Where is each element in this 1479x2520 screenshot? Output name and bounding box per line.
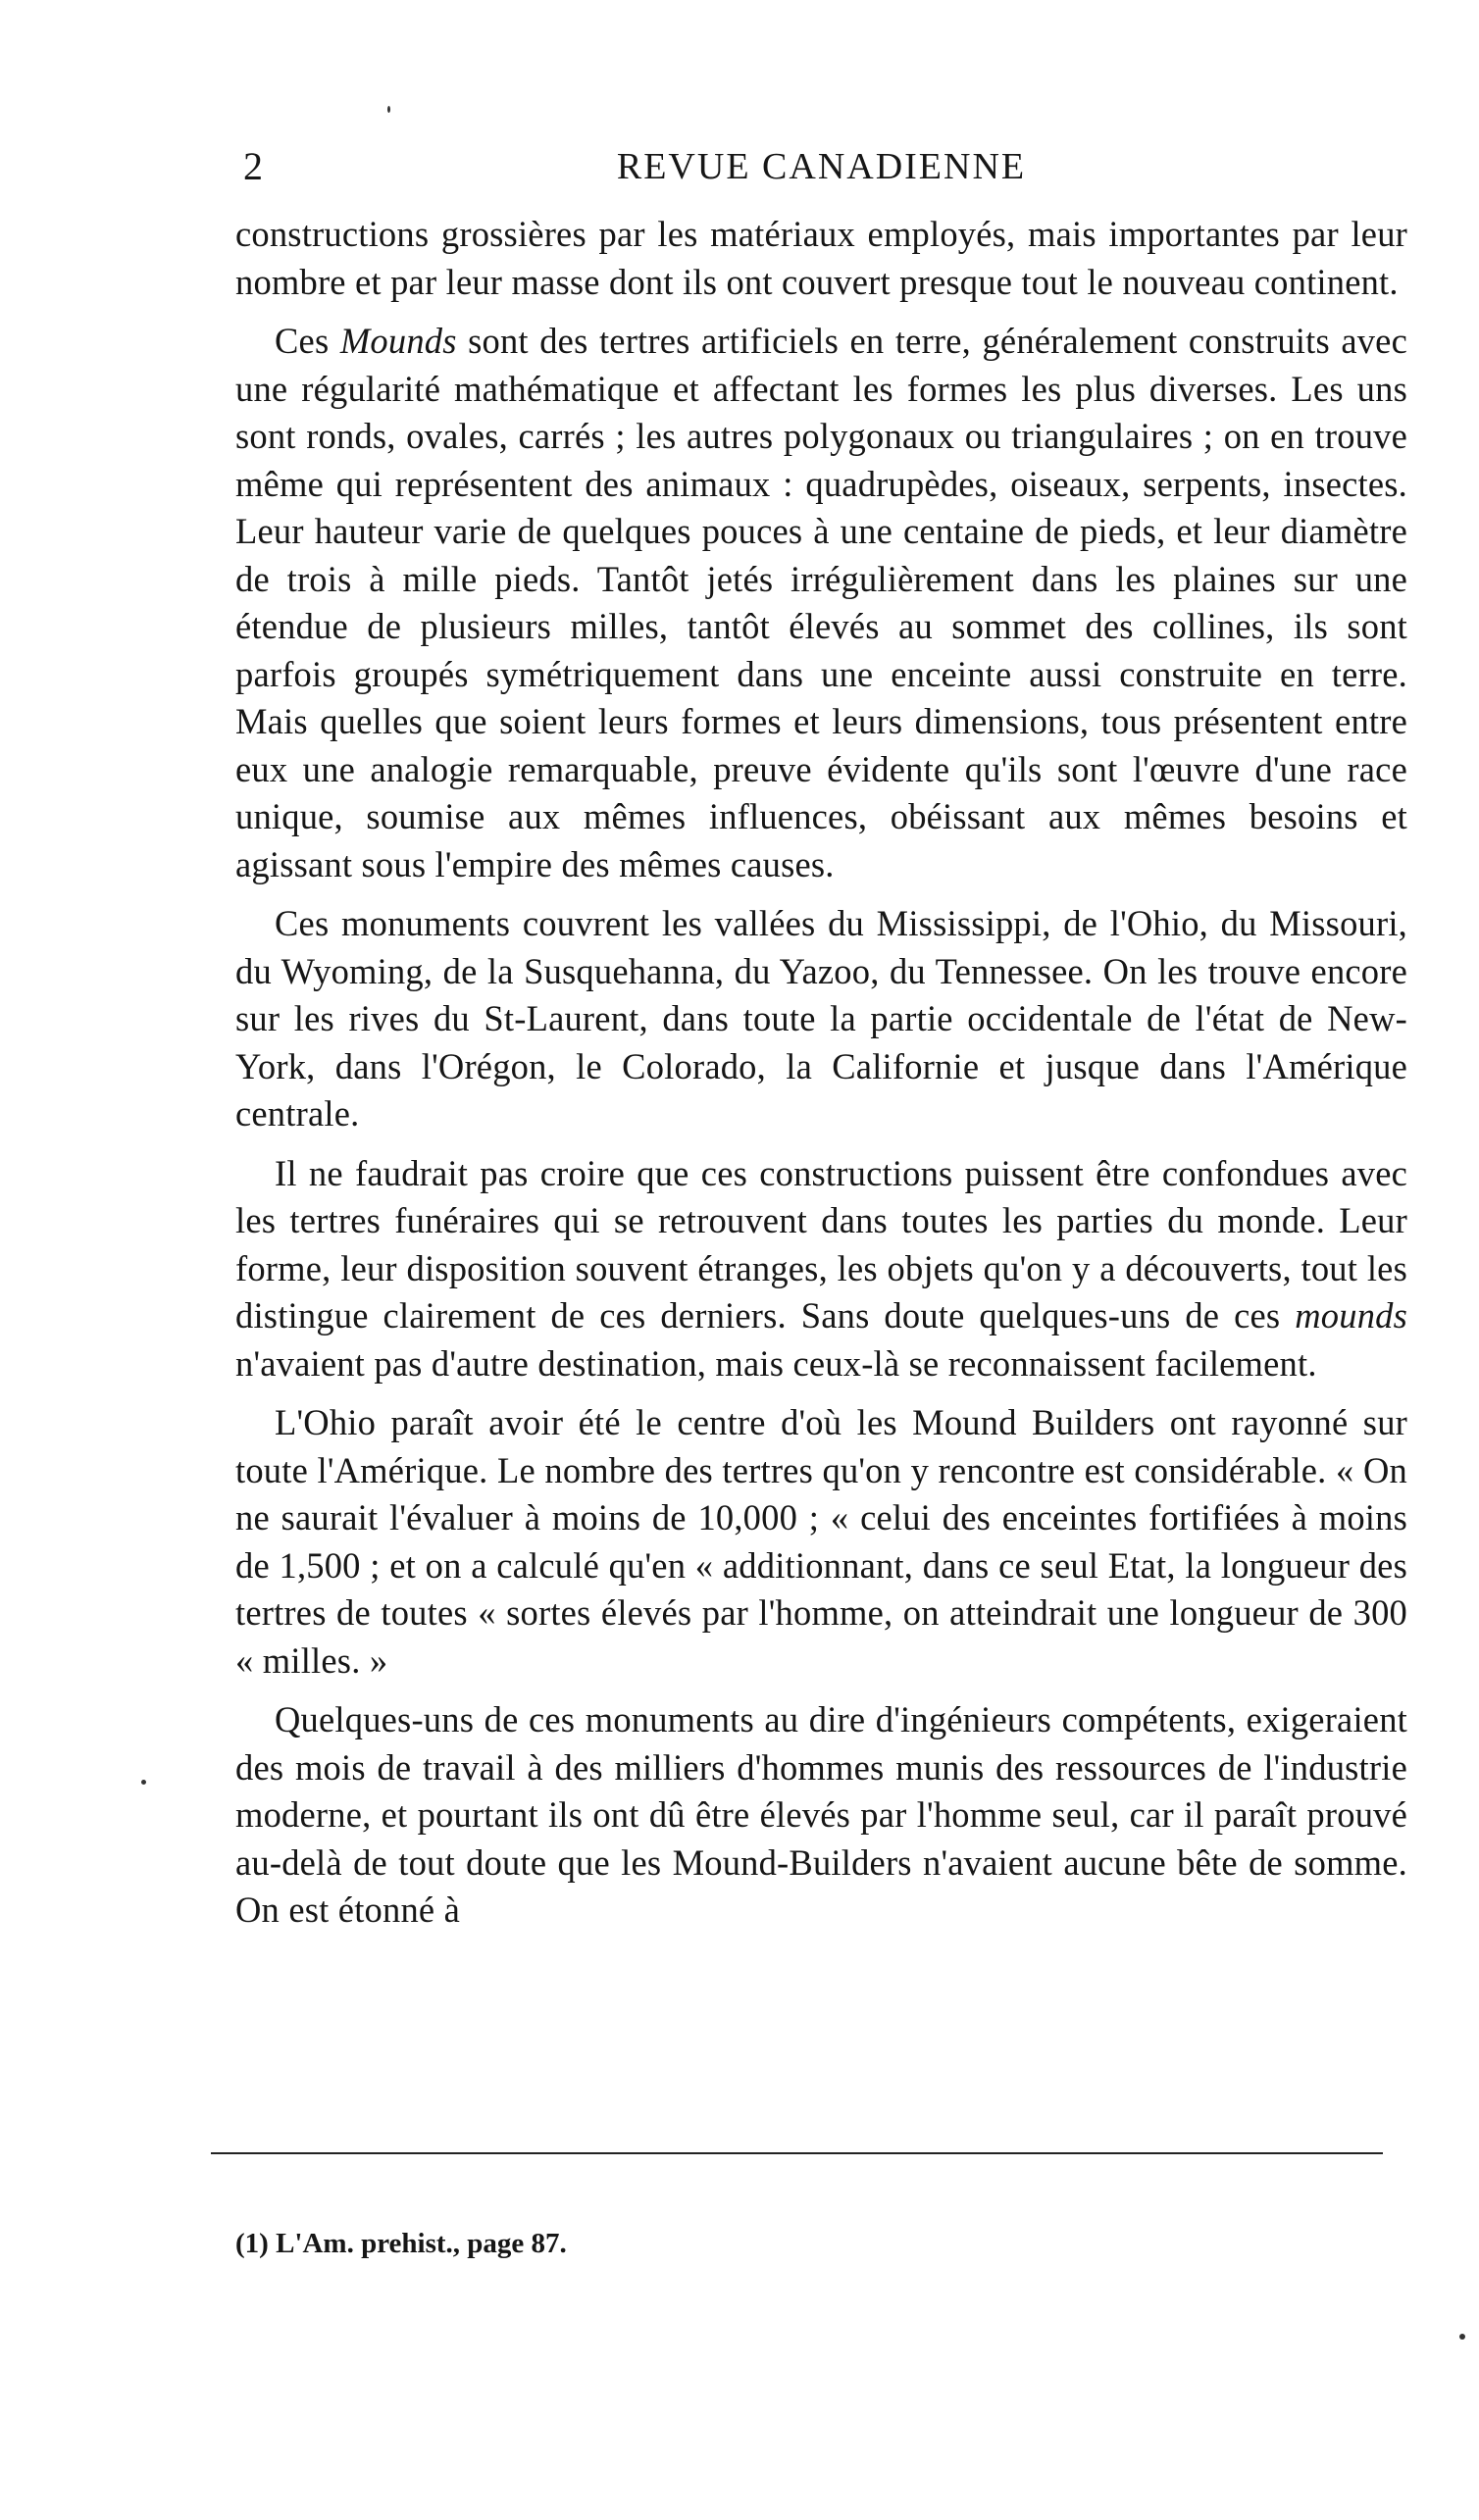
print-speck: [1459, 2334, 1465, 2340]
paragraph: Ces Mounds sont des tertres artificiels en terre, généralement construits avec une régularité mathématique et affectant les formes les plus diverses. Les uns sont ronds, ovales, carrés ; les autres polygonaux ou triangulaires ; on en trouve même qui représentent des animaux : quadrupèdes, oiseaux, serpents, insectes. Leur hauteur varie de quelques pouces à une centaine de pieds, et leur diamètre de trois à mille pieds. Tantôt jetés irrégulièrement dans les plaines sur une étendue de plusieurs milles, tantôt élevés au sommet des collines, ils sont parfois groupés symétriquement dans une enceinte aussi construite en terre. Mais quelles que soient leurs formes et leurs dimensions, tous présentent entre eux une analogie remarquable, preuve évidente qu'ils sont l'œuvre d'une race unique, soumise aux mêmes influences, obéissant aux mêmes besoins et agissant sous l'empire des mêmes causes.: [235, 321, 1407, 884]
journal-title: REVUE CANADIENNE: [616, 146, 1027, 187]
running-head: [235, 137, 1407, 196]
paragraph: constructions grossières par les matériaux employés, mais importantes par leur nombre et par leur masse dont ils ont couvert presque tout le nouveau continent.: [235, 214, 1407, 302]
paragraph: Quelques-uns de ces monuments au dire d'ingénieurs compétents, exigeraient des mois de travail à des milliers d'hommes munis des ressources de l'industrie moderne, et pourtant ils ont dû être élevés par l'homme seul, car il paraît prouvé au-delà de tout doute que les Mound-Builders n'avaient aucune bête de somme. On est étonné à: [235, 1699, 1407, 1930]
paragraph: Ces monuments couvrent les vallées du Mississippi, de l'Ohio, du Missouri, du Wyoming, de la Susquehanna, du Yazoo, du Tennessee. On les trouve encore sur les rives du St-Laurent, dans toute la partie occidentale de l'état de New-York, dans l'Orégon, le Colorado, la Californie et jusque dans l'Amérique centrale.: [235, 903, 1407, 1134]
print-speck: [387, 106, 390, 113]
print-speck: [141, 1780, 146, 1785]
italic-term: Mounds: [339, 321, 457, 361]
footnote-divider: [211, 2152, 1383, 2154]
page-number: 2: [243, 144, 263, 188]
paragraph: L'Ohio paraît avoir été le centre d'où les Mound Builders ont rayonné sur toute l'Amérique. Le nombre des tertres qu'on y rencontre est considérable. « On ne saurait l'évaluer à moins de 10,000 ; « celui des enceintes fortifiées à moins de 1,500 ; et on a calculé qu'en « additionnant, dans ce seul Etat, la longueur des tertres de toutes « sortes élevés par l'homme, on atteindrait une longueur de 300 « milles. »: [235, 1402, 1407, 1681]
paragraph: Il ne faudrait pas croire que ces constructions puissent être confondues avec les tertres funéraires qui se retrouvent dans toutes les parties du monde. Leur forme, leur disposition souvent étranges, les objets qu'on y a découverts, tout les distingue clairement de ces derniers. Sans doute quelques-uns de ces mounds n'avaient pas d'autre destination, mais ceux-là se reconnaissent facilement.: [235, 1152, 1407, 1384]
body-text: [235, 211, 1407, 1946]
italic-term: mounds: [1295, 1295, 1407, 1336]
footnote: (1) L'Am. prehist., page 87.: [235, 2228, 567, 2259]
